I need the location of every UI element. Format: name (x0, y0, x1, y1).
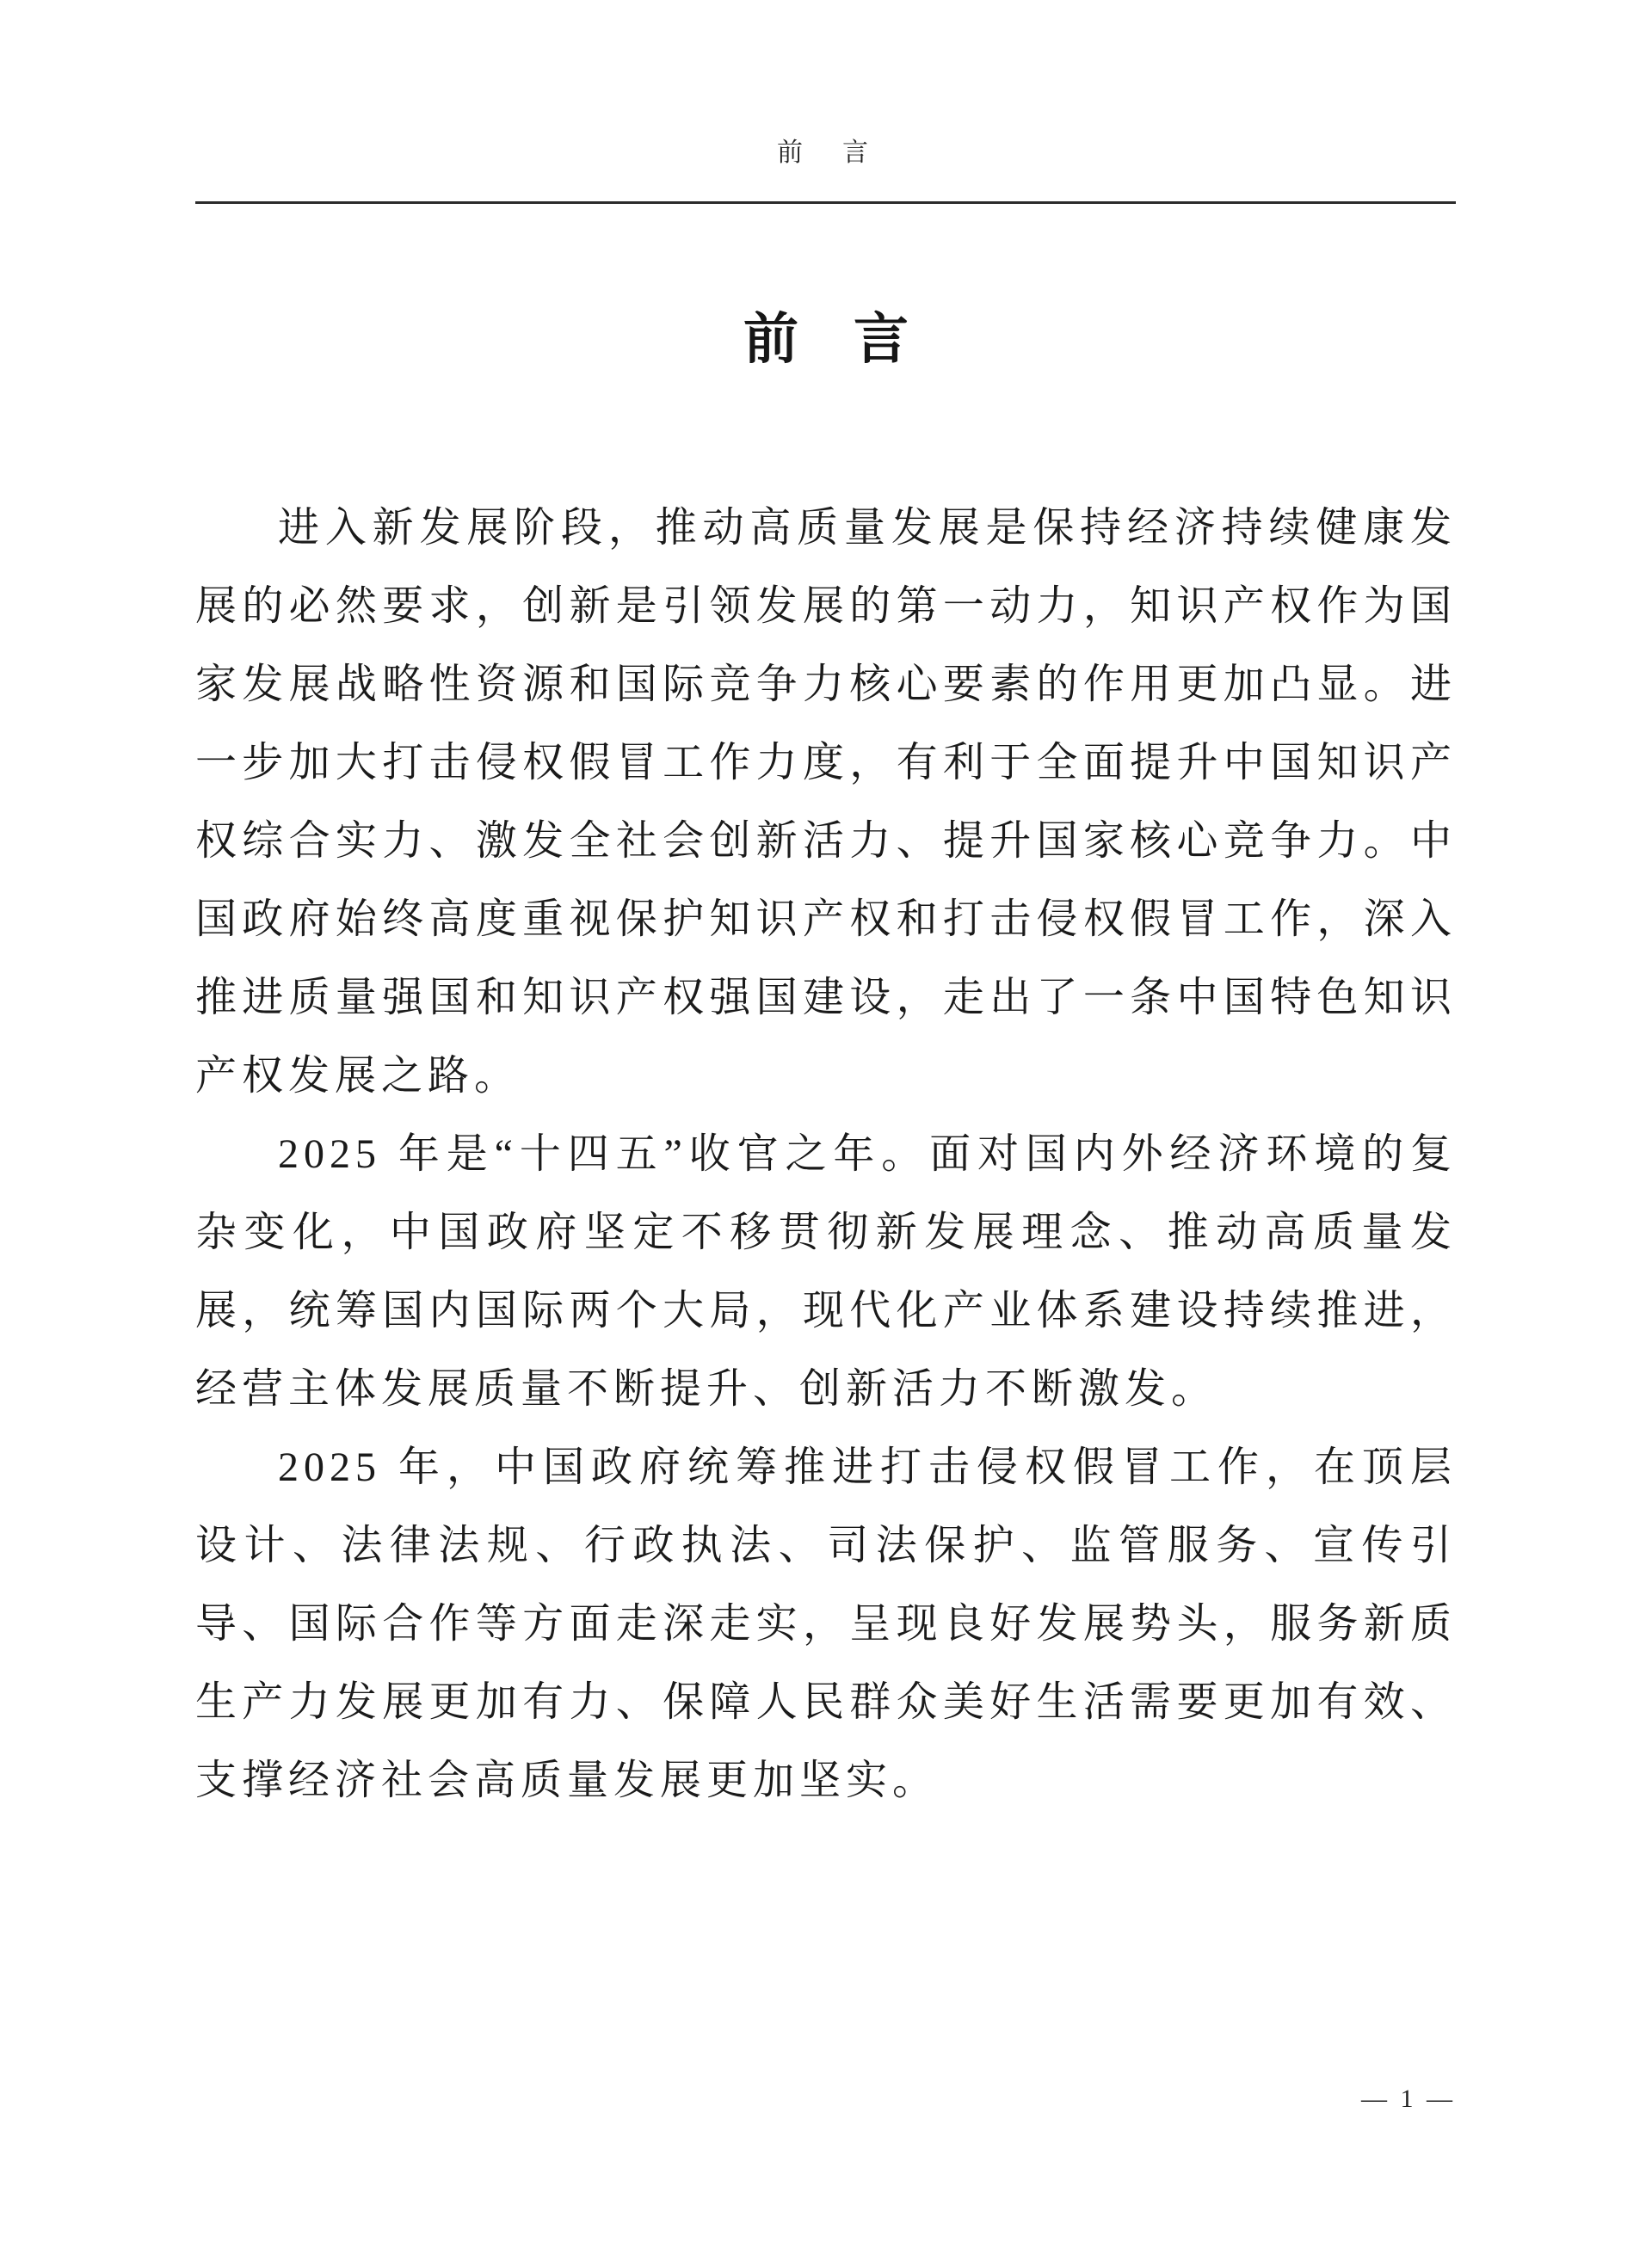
header-rule-divider (195, 201, 1456, 204)
paragraph-2: 2025 年是“十四五”收官之年。面对国内外经济环境的复杂变化，中国政府坚定不移贯彻新发展理念、推动高质量发展，统筹国内国际两个大局，现代化产业体系建设持续推进，经营主体发展质量不断提升、创新活力不断激发。 (195, 1131, 1457, 1412)
paragraph-3: 2025 年，中国政府统筹推进打击侵权假冒工作，在顶层设计、法律法规、行政执法、司法保护、监管服务、宣传引导、国际合作等方面走深走实，呈现良好发展势头，服务新质生产力发展更加有力、保障人民群众美好生活需要更加有效、支撑经济社会高质量发展更加坚实。 (195, 1444, 1457, 1803)
paragraph-1: 进入新发展阶段，推动高质量发展是保持经济持续健康发展的必然要求，创新是引领发展的第一动力，知识产权作为国家发展战略性资源和国际竞争力核心要素的作用更加凸显。进一步加大打击侵权假冒工作力度，有利于全面提升中国知识产权综合实力、激发全社会创新活力、提升国家核心竞争力。中国政府始终高度重视保护知识产权和打击侵权假冒工作，深入推进质量强国和知识产权强国建设，走出了一条中国特色知识产权发展之路。 (195, 505, 1457, 1099)
page-title: 前 言 (743, 308, 909, 370)
body-text (195, 489, 1457, 1820)
page-number: — 1 — (1361, 2085, 1456, 2113)
running-header: 前 言 (777, 139, 875, 167)
